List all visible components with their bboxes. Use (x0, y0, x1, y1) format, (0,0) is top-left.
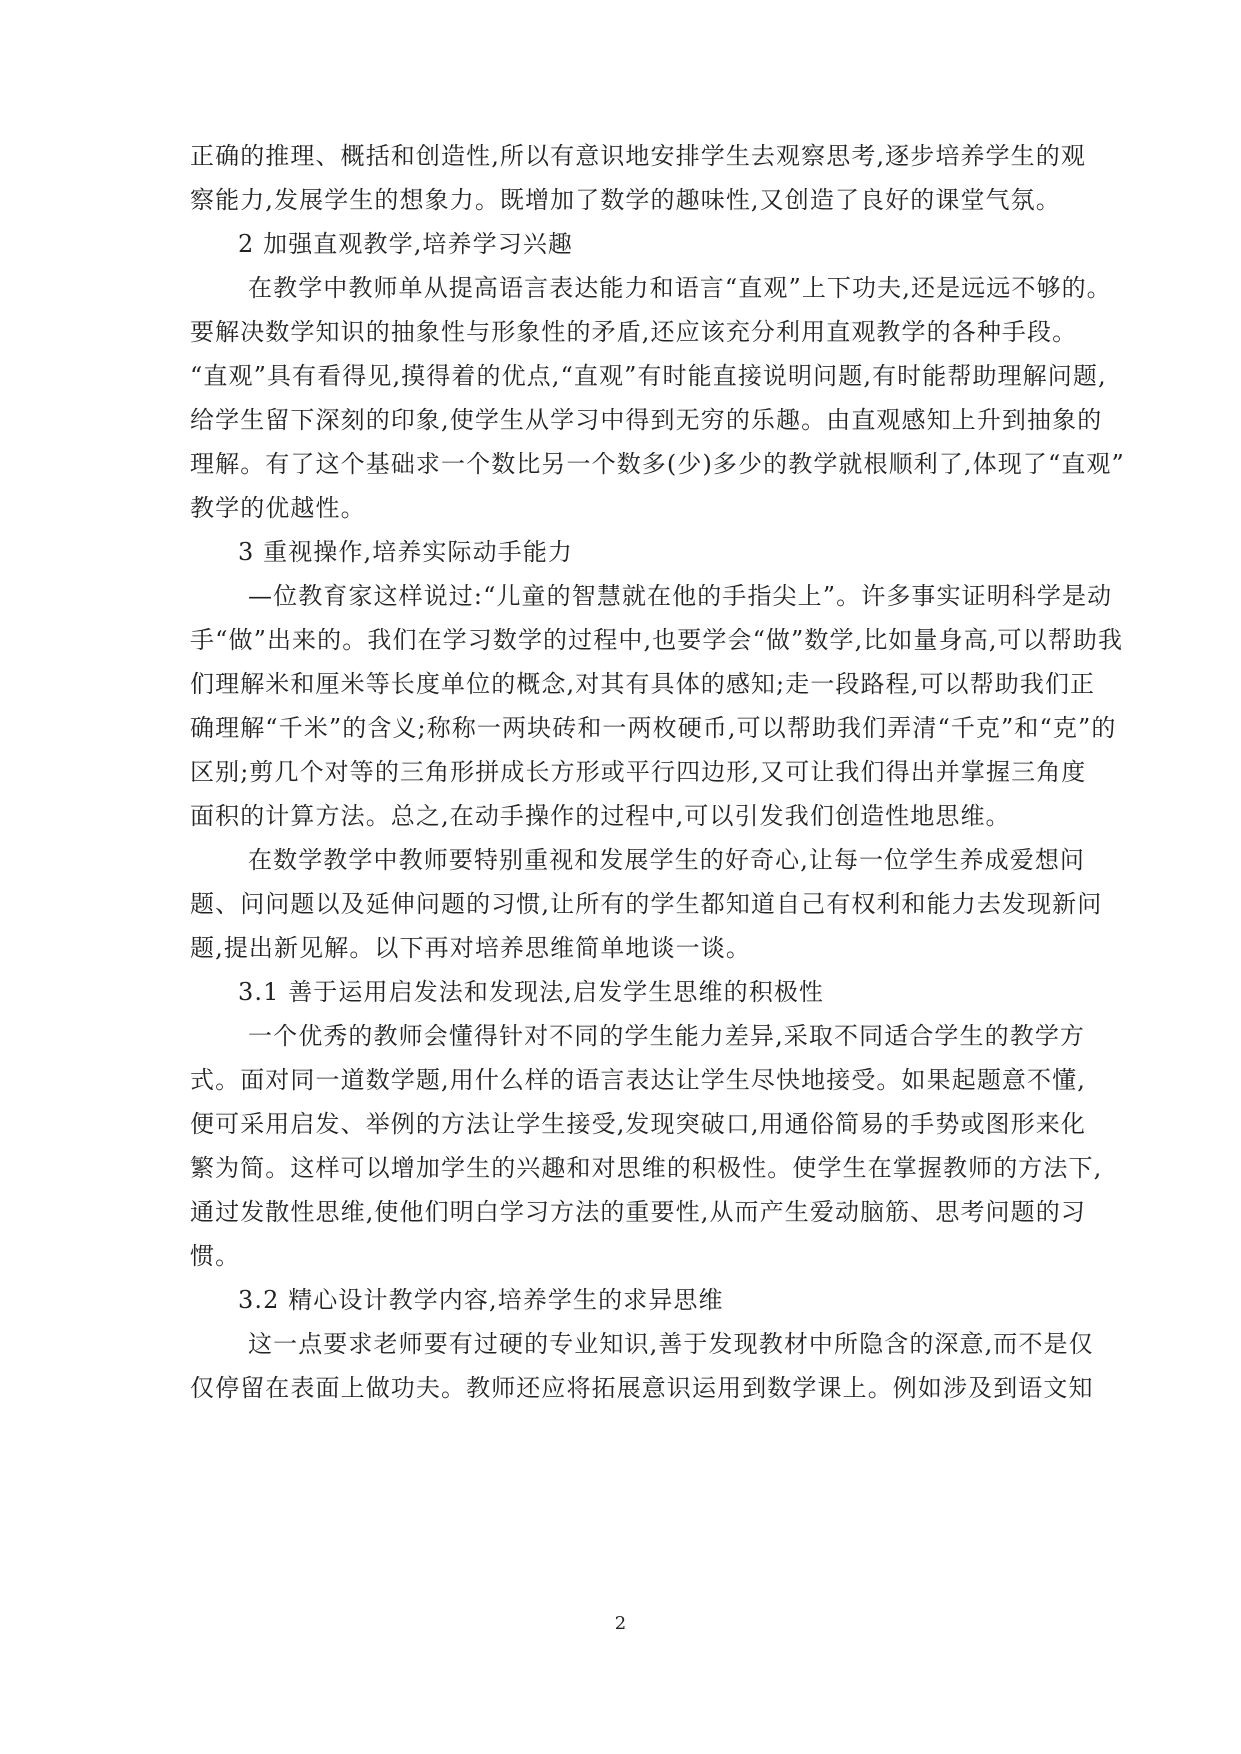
text-line: 题,提出新见解。以下再对培养思维简单地谈一谈。 (190, 934, 751, 962)
text-line: 要解决数学知识的抽象性与形象性的矛盾,还应该充分利用直观教学的各种手段。 (190, 318, 1078, 346)
text-line: 繁为简。这样可以增加学生的兴趣和对思维的积极性。使学生在掌握教师的方法下, (190, 1154, 1103, 1182)
text-line: 面积的计算方法。总之,在动手操作的过程中,可以引发我们创造性地思维。 (190, 802, 1011, 830)
text-line: 察能力,发展学生的想象力。既增加了数学的趣味性,又创造了良好的课堂气氛。 (190, 186, 1061, 214)
text-line: 题、问问题以及延伸问题的习惯,让所有的学生都知道自己有权利和能力去发现新问 (190, 890, 1103, 918)
text-line: 手“做”出来的。我们在学习数学的过程中,也要学会“做”数学,比如量身高,可以帮助我 (190, 626, 1124, 654)
text-line: 确理解“千米”的含义;称称一两块砖和一两枚硬币,可以帮助我们弄清“千克”和“克”的 (190, 714, 1117, 742)
text-line: —位教育家这样说过:“儿童的智慧就在他的手指尖上”。许多事实证明科学是动 (248, 582, 1113, 610)
text-line: 通过发散性思维,使他们明白学习方法的重要性,从而产生爱动脑筋、思考问题的习 (190, 1198, 1086, 1226)
text-line: 理解。有了这个基础求一个数比另一个数多(少)多少的教学就根顺利了,体现了“直观” (190, 450, 1125, 478)
text-line: 正确的推理、概括和创造性,所以有意识地安排学生去观察思考,逐步培养学生的观 (190, 142, 1086, 170)
text-line: 这一点要求老师要有过硬的专业知识,善于发现教材中所隐含的深意,而不是仅 (248, 1330, 1094, 1358)
text-line: 区别;剪几个对等的三角形拼成长方形或平行四边形,又可让我们得出并掌握三角度 (190, 758, 1087, 786)
text-line: “直观”具有看得见,摸得着的优点,“直观”有时能直接说明问题,有时能帮助理解问题, (190, 362, 1107, 390)
text-line: 们理解米和厘米等长度单位的概念,对其有具体的感知;走一段路程,可以帮助我们正 (190, 670, 1096, 698)
text-line: 给学生留下深刻的印象,使学生从学习中得到无穷的乐趣。由直观感知上升到抽象的 (190, 406, 1103, 434)
page-number: 2 (614, 1613, 627, 1634)
text-line: 在教学中教师单从提高语言表达能力和语言“直观”上下功夫,还是远远不够的。 (248, 274, 1112, 302)
text-line: 仅停留在表面上做功夫。教师还应将拓展意识运用到数学课上。例如涉及到语文知 (190, 1374, 1094, 1402)
text-line: 便可采用启发、举例的方法让学生接受,发现突破口,用通俗简易的手势或图形来化 (190, 1110, 1086, 1138)
text-line: 一个优秀的教师会懂得针对不同的学生能力差异,采取不同适合学生的教学方 (248, 1022, 1086, 1050)
section-heading: 2 加强直观教学,培养学习兴趣 (238, 230, 574, 258)
text-line: 式。面对同一道数学题,用什么样的语言表达让学生尽快地接受。如果起题意不懂, (190, 1066, 1086, 1094)
text-line: 教学的优越性。 (190, 494, 366, 522)
section-heading: 3.2 精心设计教学内容,培养学生的求异思维 (238, 1286, 724, 1314)
section-heading: 3.1 善于运用启发法和发现法,启发学生思维的积极性 (238, 978, 825, 1006)
text-line: 惯。 (190, 1242, 241, 1270)
text-line: 在数学教学中教师要特别重视和发展学生的好奇心,让每一位学生养成爱想问 (248, 846, 1086, 874)
section-heading: 3 重视操作,培养实际动手能力 (238, 538, 574, 566)
